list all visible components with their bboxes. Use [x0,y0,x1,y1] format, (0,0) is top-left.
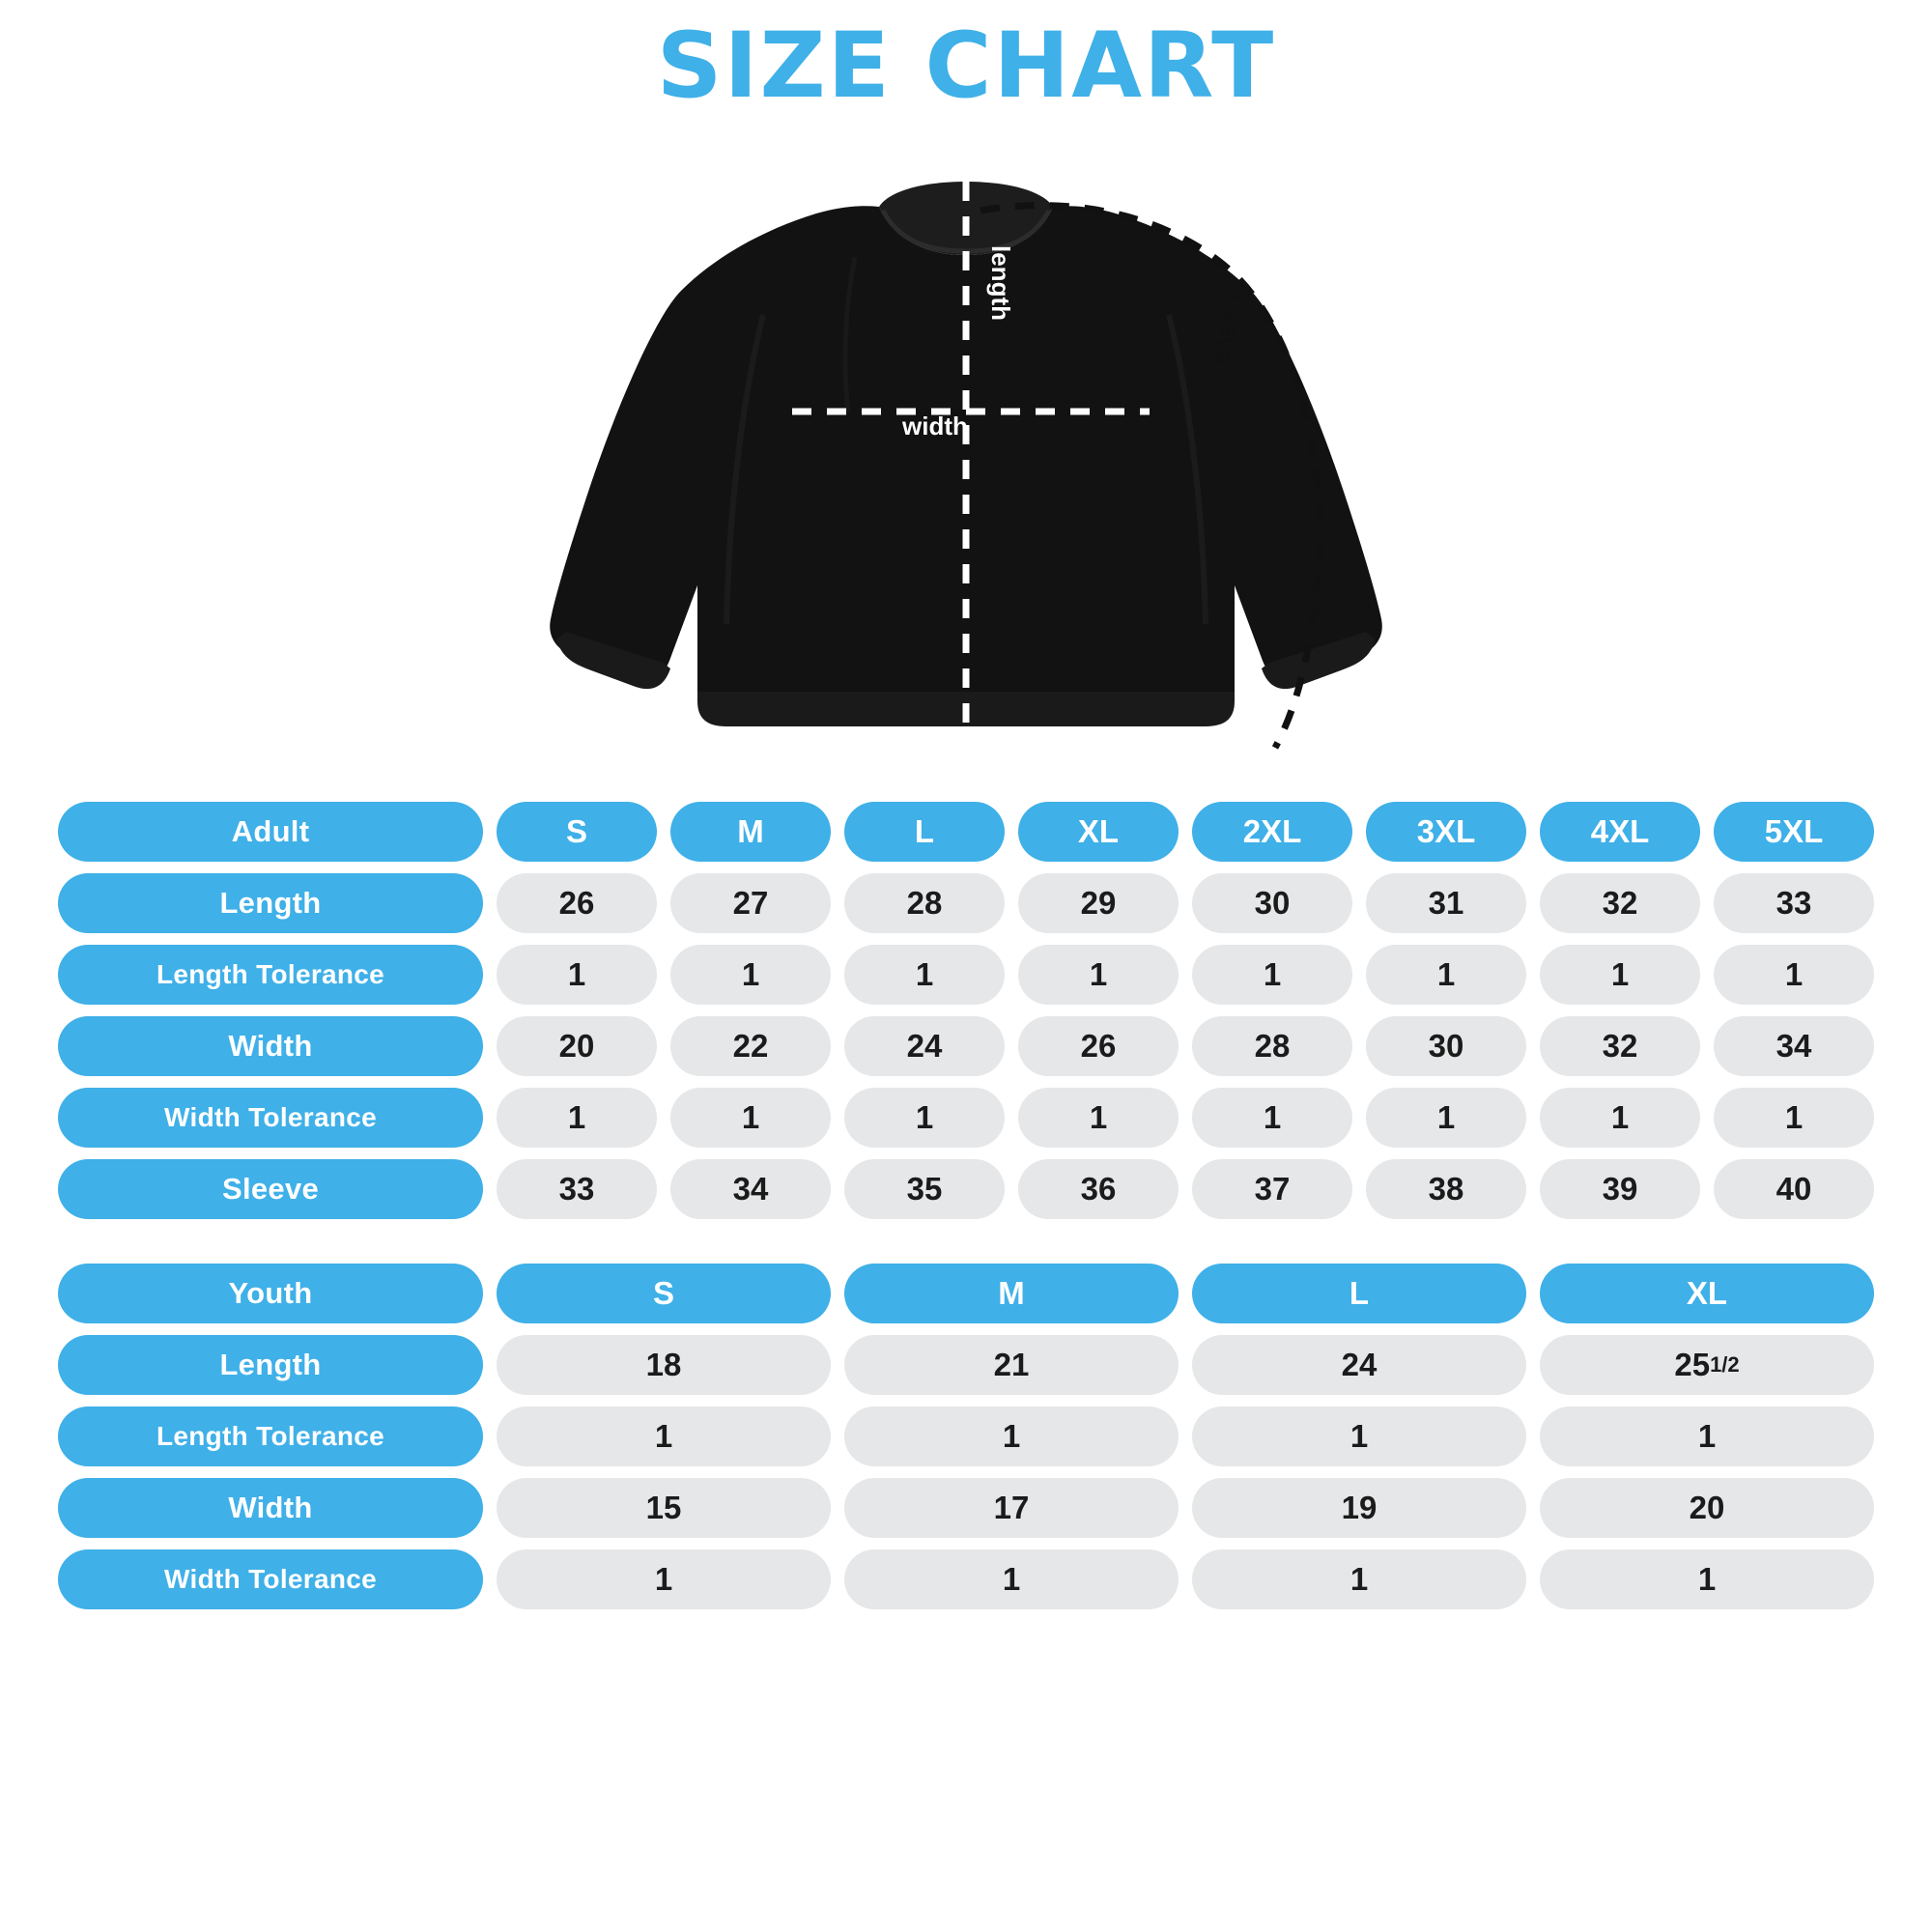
column-header: L [844,802,1005,862]
row-values [497,1159,1874,1219]
cell-value: 40 [1714,1159,1874,1219]
cell-value: 29 [1018,873,1179,933]
cell-value: 32 [1540,1016,1700,1076]
cell-value: 1 [844,1088,1005,1148]
column-header: M [844,1264,1179,1323]
column-header: S [497,802,657,862]
row-values [497,1335,1874,1395]
cell-value: 33 [1714,873,1874,933]
cell-value: 1 [1540,1549,1874,1609]
width-label: width [902,412,968,440]
adult-header-label: Adult [58,802,483,862]
column-header: XL [1018,802,1179,862]
cell-value: 1 [1540,945,1700,1005]
cell-value: 20 [1540,1478,1874,1538]
cell-value: 34 [1714,1016,1874,1076]
row-label: Width Tolerance [58,1088,483,1148]
cell-value: 33 [497,1159,657,1219]
row-label: Width Tolerance [58,1549,483,1609]
cell-value: 1 [1366,1088,1526,1148]
cell-value: 32 [1540,873,1700,933]
column-header: XL [1540,1264,1874,1323]
table-row [58,1159,1874,1219]
cell-value: 22 [670,1016,831,1076]
cell-value: 39 [1540,1159,1700,1219]
cell-value: 1 [497,1549,831,1609]
cell-value: 18 [497,1335,831,1395]
cell-value: 30 [1366,1016,1526,1076]
cell-value: 1 [1018,945,1179,1005]
column-header: 2XL [1192,802,1352,862]
row-values [497,1478,1874,1538]
row-label: Width [58,1478,483,1538]
cell-value-fraction: 25 1/2 [1540,1335,1874,1395]
row-values [497,1406,1874,1466]
cell-value: 28 [844,873,1005,933]
table-row [58,1478,1874,1538]
cell-value: 1 [497,1406,831,1466]
row-values [497,945,1874,1005]
cell-value: 1 [1714,945,1874,1005]
cell-value: 1 [1366,945,1526,1005]
row-values [497,1088,1874,1148]
cell-value: 27 [670,873,831,933]
cell-value: 31 [1366,873,1526,933]
row-values [497,1549,1874,1609]
youth-size-table [58,1264,1874,1609]
cell-value: 24 [1192,1335,1526,1395]
cell-value: 35 [844,1159,1005,1219]
cell-value: 1 [670,1088,831,1148]
table-spacer [58,1219,1874,1264]
cell-value: 1 [1192,945,1352,1005]
row-label: Length Tolerance [58,1406,483,1466]
table-header-row [58,802,1874,862]
cell-value: 37 [1192,1159,1352,1219]
cell-value: 26 [1018,1016,1179,1076]
cell-value: 26 [497,873,657,933]
cell-value: 1 [497,1088,657,1148]
cell-value: 17 [844,1478,1179,1538]
table-row [58,1016,1874,1076]
page-title: SIZE CHART [656,14,1276,119]
table-row [58,1406,1874,1466]
column-header: 4XL [1540,802,1700,862]
column-header: L [1192,1264,1526,1323]
cell-value: 28 [1192,1016,1352,1076]
cell-value: 20 [497,1016,657,1076]
cell-value: 24 [844,1016,1005,1076]
table-header-row [58,1264,1874,1323]
table-row [58,945,1874,1005]
youth-column-headers [497,1264,1874,1323]
adult-column-headers [497,802,1874,862]
cell-value: 1 [1192,1406,1526,1466]
cell-value: 1 [844,1549,1179,1609]
garment-illustration [58,122,1874,798]
cell-value: 1 [497,945,657,1005]
cell-value: 15 [497,1478,831,1538]
row-values [497,873,1874,933]
cell-value: 30 [1192,873,1352,933]
column-header: S [497,1264,831,1323]
cell-value: 1 [844,1406,1179,1466]
row-label: Width [58,1016,483,1076]
table-row [58,1088,1874,1148]
cell-value: 1 [1018,1088,1179,1148]
cell-value: 1 [1714,1088,1874,1148]
cell-value: 34 [670,1159,831,1219]
length-label: length [986,245,1015,321]
cell-value: 36 [1018,1159,1179,1219]
table-row [58,1335,1874,1395]
row-label: Length Tolerance [58,945,483,1005]
row-values [497,1016,1874,1076]
cell-value: 1 [1192,1549,1526,1609]
row-label: Length [58,873,483,933]
cell-value: 38 [1366,1159,1526,1219]
adult-size-table [58,802,1874,1219]
cell-value: 1 [1540,1406,1874,1466]
column-header: 5XL [1714,802,1874,862]
cell-value: 19 [1192,1478,1526,1538]
cell-value: 1 [1192,1088,1352,1148]
youth-header-label: Youth [58,1264,483,1323]
sleeve-label: sleeve [1208,285,1253,367]
sweatshirt-diagram [473,122,1459,779]
cell-value: 1 [670,945,831,1005]
cell-value: 21 [844,1335,1179,1395]
row-label: Sleeve [58,1159,483,1219]
cell-value: 1 [844,945,1005,1005]
table-row [58,873,1874,933]
row-label: Length [58,1335,483,1395]
column-header: 3XL [1366,802,1526,862]
cell-value: 1 [1540,1088,1700,1148]
column-header: M [670,802,831,862]
table-row [58,1549,1874,1609]
